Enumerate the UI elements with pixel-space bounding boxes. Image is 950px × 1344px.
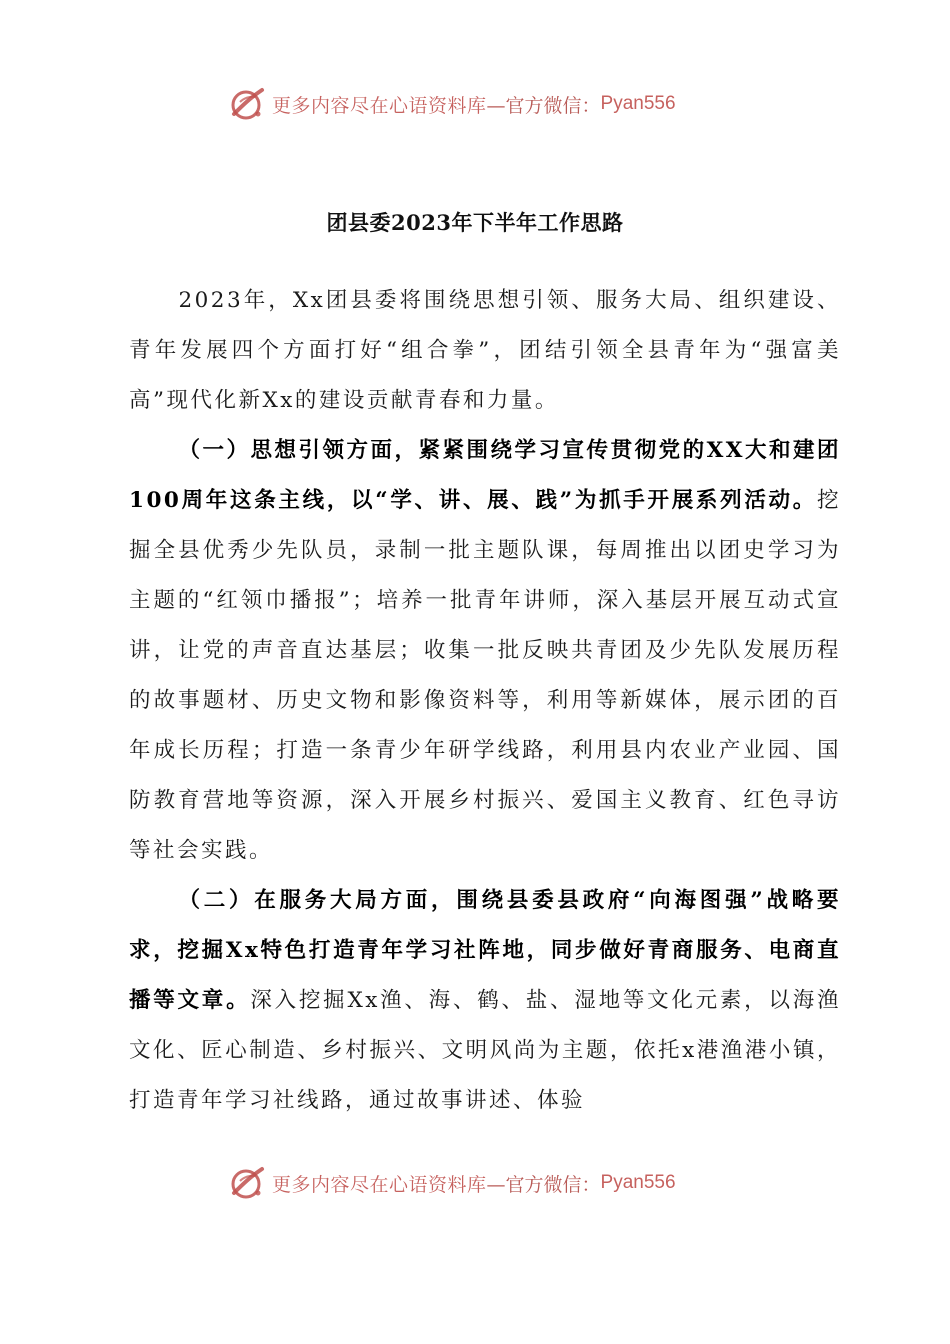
watermark-handle: Pyan556 [600,1172,676,1193]
document-body [129,276,841,1126]
brush-logo-icon [228,84,268,124]
section-2-body: 深入挖掘Xx渔、海、鹤、盐、湿地等文化元素，以海渔文化、匠心制造、乡村振兴、文明风尚为主题，依托x港渔港小镇，打造青年学习社线路，通过故事讲述、体验 [129,988,841,1113]
watermark-text: 更多内容尽在心语资料库 [272,94,487,117]
section-1-heading: （一）思想引领方面，紧紧围绕学习宣传贯彻党的XX大和建团100周年这条主线，以“学、讲、展、践”为抓手开展系列活动。 [129,438,841,513]
watermark-banner-bottom [228,1163,728,1203]
watermark-handle: Pyan556 [600,93,676,114]
section-2-paragraph [129,876,841,1126]
brush-logo-icon [228,1163,268,1203]
watermark-separator: —官方微信： [486,94,601,117]
watermark-text: 更多内容尽在心语资料库 [272,1173,487,1196]
document-title: 团县委2023年下半年工作思路 [326,210,624,235]
section-1-paragraph [129,426,841,876]
watermark-separator: —官方微信： [486,1173,601,1196]
section-2-heading: （二）在服务大局方面，围绕县委县政府“向海图强”战略要求，挖掘Xx特色打造青年学习社阵地，同步做好青商服务、电商直播等文章。 [129,888,841,1013]
section-1-body: 挖掘全县优秀少先队员，录制一批主题队课，每周推出以团史学习为主题的“红领巾播报”；培养一批青年讲师，深入基层开展互动式宣讲，让党的声音直达基层；收集一批反映共青团及少先队发展历程的故事题材、历史文物和影像资料等，利用等新媒体，展示团的百年成长历程；打造一条青少年研学线路，利用县内农业产业园、国防教育营地等资源，深入开展乡村振兴、爱国主义教育、红色寻访等社会实践。 [129,488,841,863]
intro-paragraph: 2023年，Xx团县委将围绕思想引领、服务大局、组织建设、青年发展四个方面打好“组合拳”，团结引领全县青年为“强富美高”现代化新Xx的建设贡献青春和力量。 [129,288,841,413]
watermark-banner-top [228,84,728,124]
